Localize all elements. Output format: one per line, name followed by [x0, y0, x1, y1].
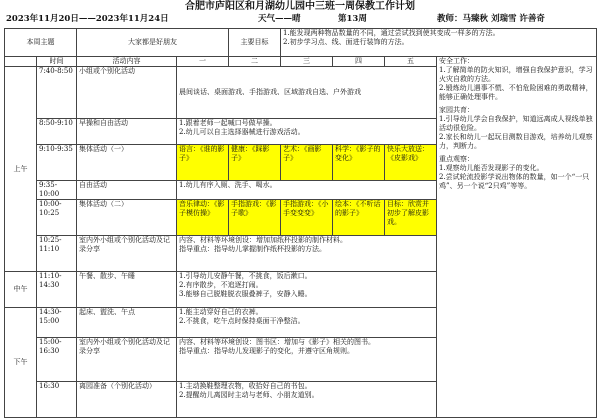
- home-title: 家园共育：: [439, 106, 474, 114]
- safety-title: 安全工作：: [439, 57, 474, 65]
- goal-item: 2.初步学习点、线、面进行装饰的方法。: [283, 38, 409, 46]
- theme-label: 本周主题: [5, 29, 77, 57]
- time-cell: 7:40-8:50: [37, 67, 77, 119]
- time-cell: 10:25-11:10: [37, 236, 77, 272]
- goal-list: [281, 29, 597, 57]
- tue-activity: 健康：《踩影子》: [229, 145, 281, 181]
- fri-activity: 目标：欣赏并初步了解皮影戏。: [385, 200, 437, 236]
- time-cell: 11:10-14:30: [37, 272, 77, 308]
- content-cell: 1.跟着老师一起喊口号做早操。 2.幼儿可以自主选择器械进行游戏活动。: [177, 119, 437, 145]
- activity-cell: 室内外小组或个别化活动及记录分享: [77, 338, 177, 382]
- goal-item: 1.能发现两种物品数量的不同，通过尝试找到使其变成一样多的方法。: [283, 29, 500, 37]
- content-cell: 1.主动换鞋整理衣物，收拾好自己的书包。 2.提醒幼儿离园时主动与老师、小朋友道别。: [177, 382, 437, 418]
- time-cell: 14:30-15:00: [37, 308, 77, 338]
- time-cell: 16:30: [37, 382, 77, 418]
- content-cell: 内容、材料等环境创设：增加加纸杯投影的制作材料。 指导重点：指导幼儿掌握制作纸杯投影的方法。: [177, 236, 437, 272]
- date-range: 2023年11月20日——2023年11月24日: [6, 14, 169, 24]
- content-cell: 内容、材料等环境创设：图书区：增加与《影子》相关的图书。 指导重点：指导幼儿发现影子的变化，并遵守区角规则。: [177, 338, 437, 382]
- col-tue: 二: [229, 57, 281, 67]
- key-title: 重点观察：: [439, 155, 474, 163]
- mon-activity: 音乐律动：《影子模仿操》: [177, 200, 229, 236]
- weather: 天气——晴: [258, 14, 301, 24]
- goal-label: 主要目标: [229, 29, 281, 57]
- content-cell: 1.能主动穿好自己的衣裤。 2.不挑食，吃午点时保持桌面干净整洁。: [177, 308, 437, 338]
- content-cell: 1.幼儿有序入厕、洗手、喝水。: [177, 181, 437, 200]
- teachers: 教师：马臻秋 刘瑞雪 许善奇: [437, 14, 545, 24]
- time-cell: 10:00-10:25: [37, 200, 77, 236]
- time-cell: 15:00-16:30: [37, 338, 77, 382]
- col-thu: 四: [333, 57, 385, 67]
- period-pm: 下午: [5, 308, 37, 418]
- theme-value: 大家都是好朋友: [77, 29, 229, 57]
- activity-cell: 小组或个别化活动: [77, 67, 177, 119]
- col-activity: 活动内容: [77, 57, 177, 67]
- week-number: 第13周: [338, 14, 367, 24]
- tue-activity: 手指游戏：《影子歌》: [229, 200, 281, 236]
- activity-cell: 自由活动: [77, 181, 177, 200]
- page-title: 合肥市庐阳区和月湖幼儿园中三班一周保教工作计划: [185, 1, 415, 12]
- activity-cell: 集体活动（二）: [77, 200, 177, 236]
- period-noon: 中午: [5, 272, 37, 308]
- content-cell: 1.引导幼儿安静午餐，不挑食，饭后漱口。 2.有序散步，不追逐打闹。 3.能够自己脱鞋脱衣服叠裤子，安静入睡。: [177, 272, 437, 308]
- time-cell: 8:50-9:10: [37, 119, 77, 145]
- fri-activity: 快乐大放送：《皮影戏》: [385, 145, 437, 181]
- notes-panel: [437, 57, 597, 418]
- period-am: 上午: [5, 67, 37, 272]
- plan-table: [4, 28, 597, 418]
- col-wed: 三: [281, 57, 333, 67]
- activity-cell: 集体活动（一）: [77, 145, 177, 181]
- wed-activity: 艺术：《画影子》: [281, 145, 333, 181]
- content-cell: 晨间谈话、桌面游戏、手指游戏、区域游戏自选、户外游戏: [177, 67, 437, 119]
- home-text: 1.引导幼儿学会自我保护，知道远离成人视线单独活动很危险。 2.家长和幼儿一起玩目测数目游戏，培养幼儿观察力，判断力。: [439, 115, 593, 150]
- mon-activity: 语言：《谁的影子》: [177, 145, 229, 181]
- activity-cell: 离园准备（个别化活动）: [77, 382, 177, 418]
- thu-activity: 科学：《影子的变化》: [333, 145, 385, 181]
- activity-cell: 早操和自由活动: [77, 119, 177, 145]
- col-fri: 五: [385, 57, 437, 67]
- thu-activity: 绘本：《不听话的影子》: [333, 200, 385, 236]
- wed-activity: 手指游戏：《小手变变变》: [281, 200, 333, 236]
- activity-cell: 午餐、散步、午睡: [77, 272, 177, 308]
- col-mon: 一: [177, 57, 229, 67]
- safety-text: 1.了解简单的防火知识，增强自我保护意识，学习火灾自救的方法。 2.锻炼幼儿遇事不慌、不怕危险困难的勇敢精神，能够正确处理事件。: [439, 66, 593, 101]
- activity-cell: 室内外小组或个别化活动及记录分享: [77, 236, 177, 272]
- col-time: 时间: [37, 57, 77, 67]
- time-cell: 9:10-9:35: [37, 145, 77, 181]
- key-text: 1.观察幼儿能否发现影子的变化。 2.尝试轮流投影学说出物体的数量，如一个“一只鸡”、另一个说“2只鸡”等等。: [439, 164, 590, 190]
- activity-cell: 起床、盥洗、午点: [77, 308, 177, 338]
- time-cell: 9:35-10:00: [37, 181, 77, 200]
